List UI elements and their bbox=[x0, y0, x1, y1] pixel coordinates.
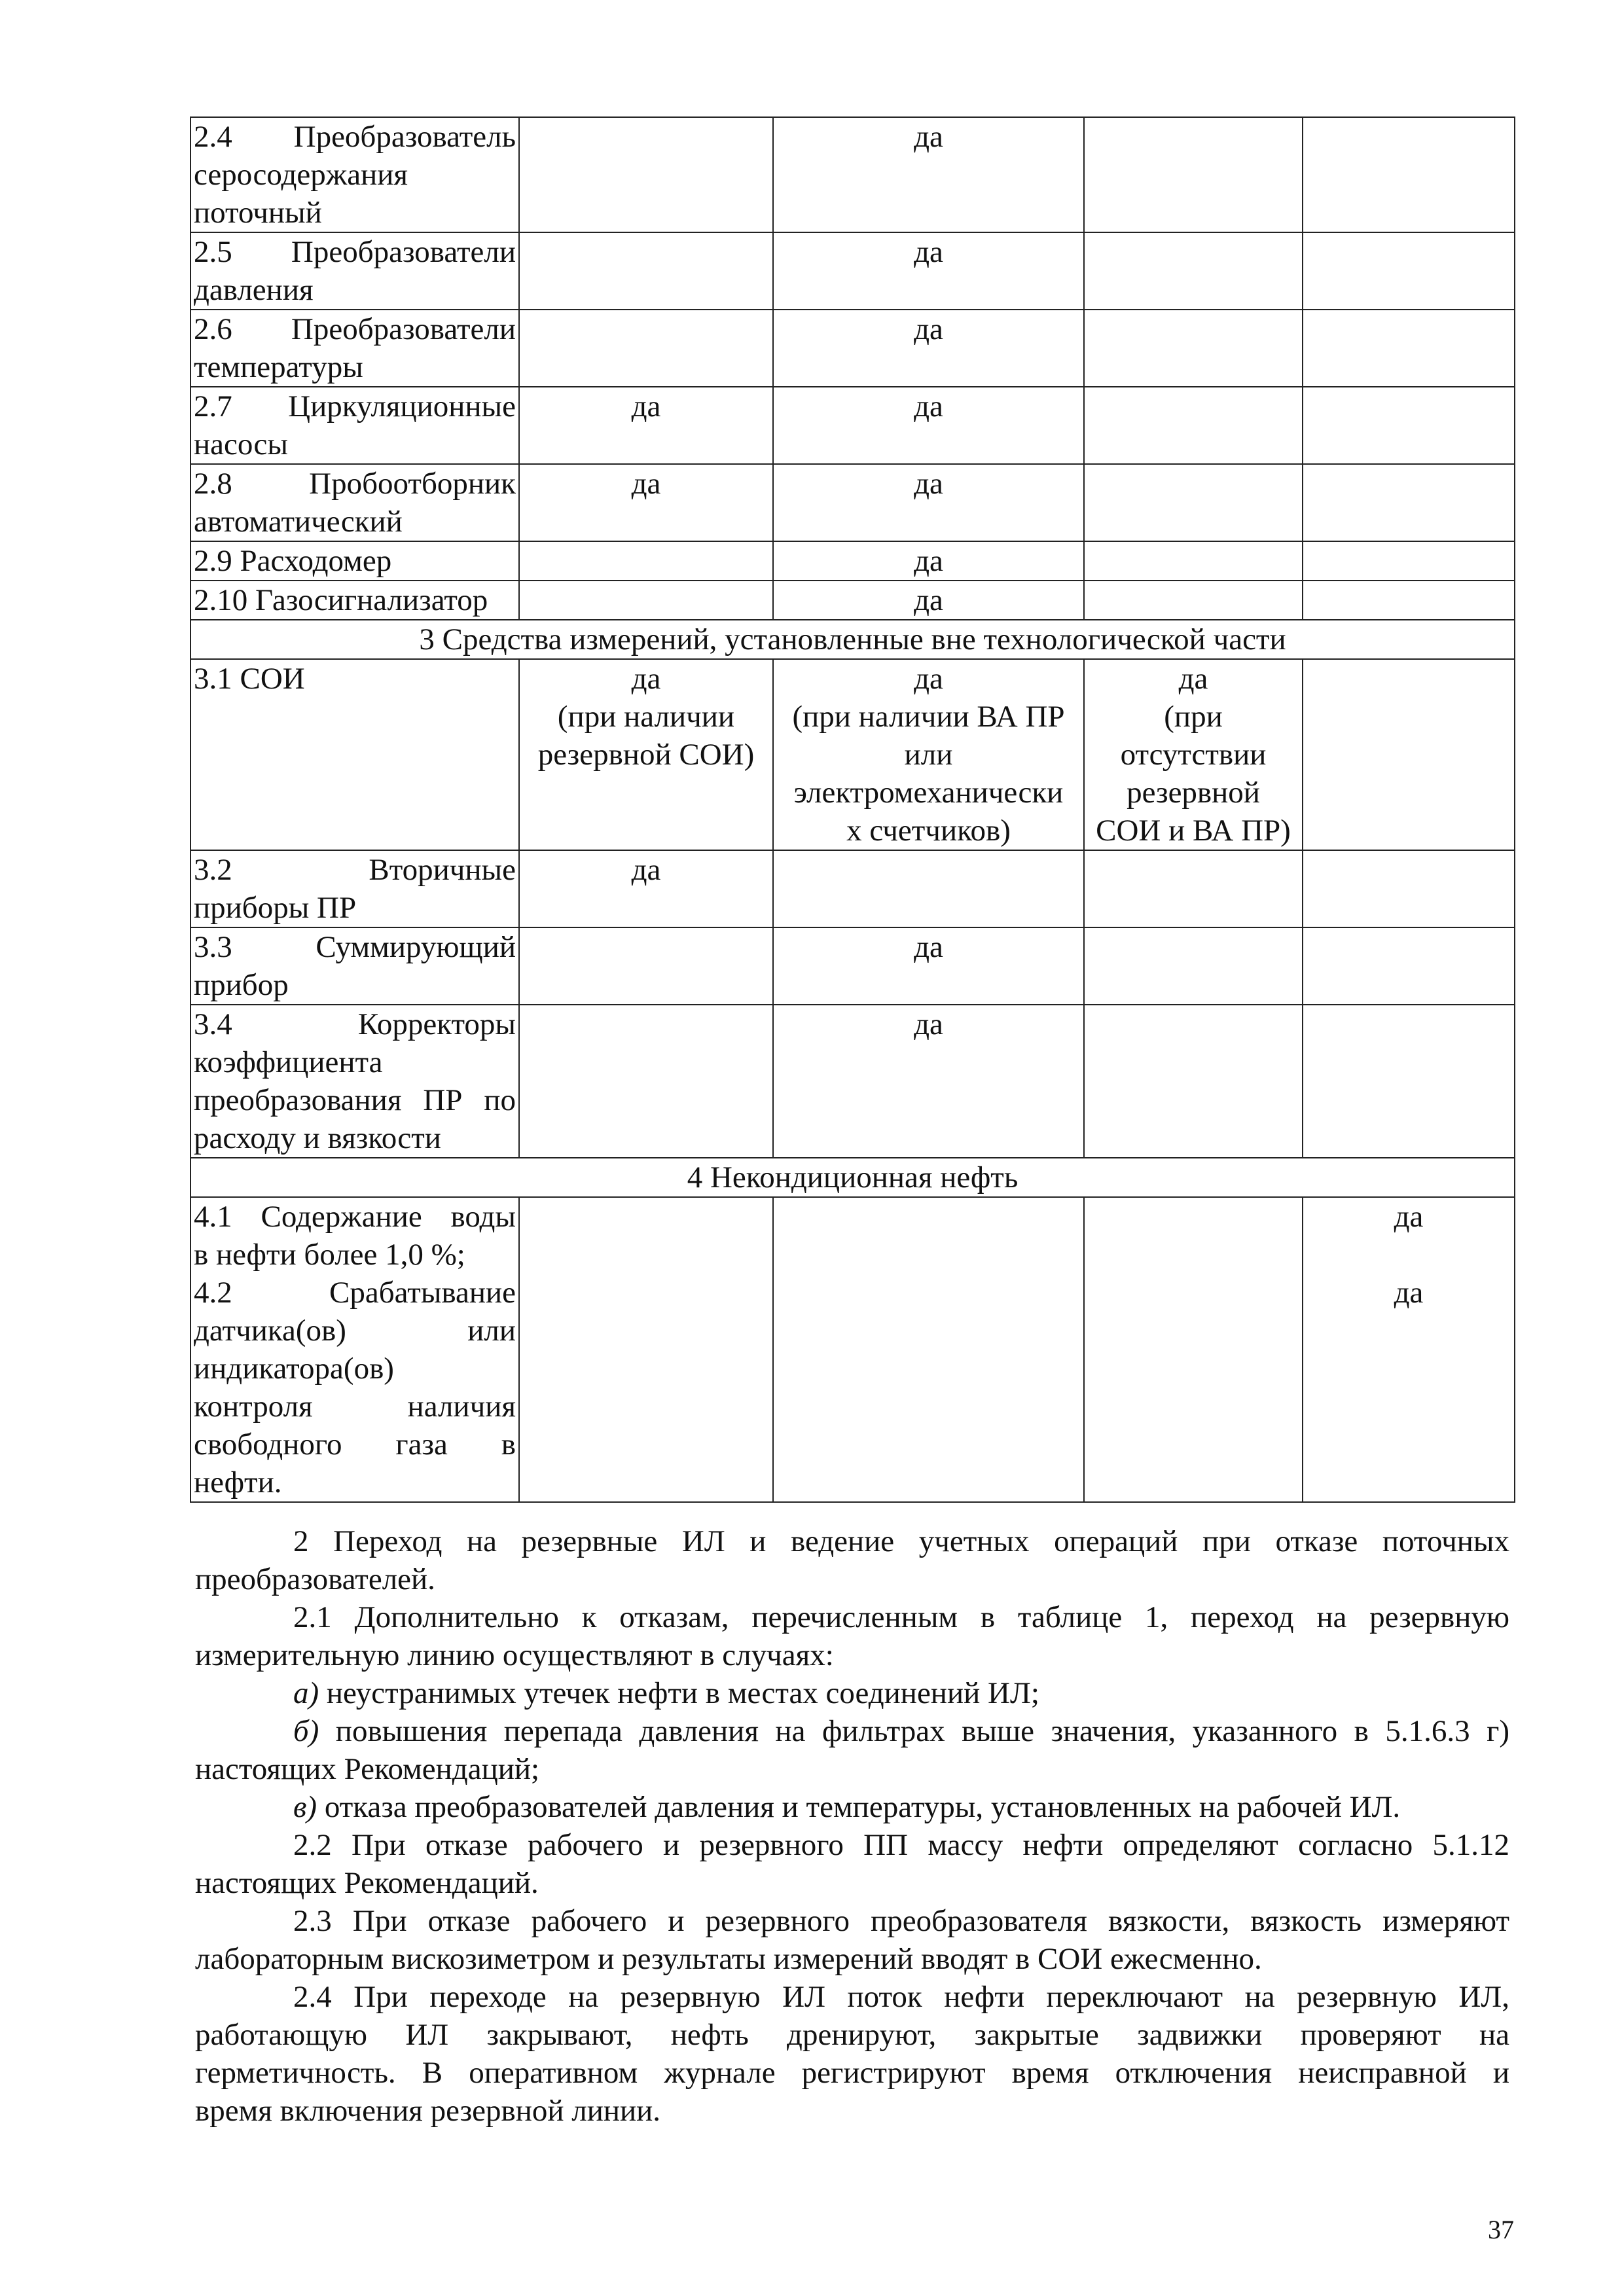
cell-line: (при наличии bbox=[557, 700, 735, 734]
row-label-line: преобразования ПР по bbox=[194, 1083, 516, 1117]
row-label-line: 2.5 Преобразователи bbox=[194, 235, 516, 269]
cell-col4 bbox=[1084, 1005, 1303, 1158]
cell-col3: да bbox=[773, 232, 1084, 310]
paragraph-2-3 bbox=[195, 1902, 1509, 1978]
cell-col5 bbox=[1303, 581, 1515, 620]
cell-col4 bbox=[1084, 387, 1303, 464]
row-label-line: насосы bbox=[194, 427, 288, 461]
cell-col3: да bbox=[773, 117, 1084, 232]
item-c bbox=[195, 1788, 1509, 1826]
table-row bbox=[190, 387, 1515, 464]
row-label-line: 2.7 Циркуляционные bbox=[194, 389, 516, 423]
cell-line bbox=[1306, 1236, 1511, 1274]
row-label-line: серосодержания bbox=[194, 158, 408, 192]
cell-line: да bbox=[914, 662, 943, 696]
cell-col3 bbox=[773, 659, 1084, 850]
cell-col5 bbox=[1303, 387, 1515, 464]
cell-col4 bbox=[1084, 117, 1303, 232]
row-label-cell bbox=[190, 1005, 519, 1158]
item-text: неустранимых утечек нефти в местах соединений ИЛ; bbox=[319, 1676, 1039, 1710]
row-label-cell bbox=[190, 927, 519, 1005]
page-number: 37 bbox=[1488, 2215, 1514, 2244]
row-label-line: поточный bbox=[194, 196, 322, 230]
cell-col2 bbox=[519, 541, 773, 581]
table-row bbox=[190, 1005, 1515, 1158]
cell-col4 bbox=[1084, 850, 1303, 927]
item-marker: в) bbox=[293, 1790, 317, 1824]
cell-line: да bbox=[1178, 662, 1208, 696]
cell-col4 bbox=[1084, 232, 1303, 310]
row-label-line: температуры bbox=[194, 350, 363, 384]
cell-line: да bbox=[1394, 1276, 1424, 1310]
paragraph-2-4 bbox=[195, 1978, 1509, 2130]
cell-line: да bbox=[631, 662, 661, 696]
table-row bbox=[190, 464, 1515, 541]
paragraph-line: лабораторным вискозиметром и результаты измерений вводят в СОИ ежесменно. bbox=[195, 1942, 1262, 1976]
row-label-line: расходу и вязкости bbox=[194, 1121, 441, 1155]
cell-line: резервной СОИ) bbox=[537, 738, 755, 772]
table-row bbox=[190, 850, 1515, 927]
paragraph-2-1 bbox=[195, 1598, 1509, 1674]
section-row bbox=[190, 1158, 1515, 1197]
cell-line: (при наличии ВА ПР bbox=[792, 700, 1065, 734]
cell-col3 bbox=[773, 850, 1084, 927]
row-label-cell: 3.1 СОИ bbox=[190, 659, 519, 850]
row-label-cell bbox=[190, 464, 519, 541]
cell-col4 bbox=[1084, 541, 1303, 581]
paragraph-2 bbox=[195, 1522, 1509, 1598]
cell-col5 bbox=[1303, 1005, 1515, 1158]
cell-col4 bbox=[1084, 310, 1303, 387]
cell-col5 bbox=[1303, 232, 1515, 310]
cell-col2 bbox=[519, 927, 773, 1005]
row-label-line: 2.8 Пробоотборник bbox=[194, 467, 516, 501]
row-label-line: давления bbox=[194, 273, 314, 307]
cell-line: резервной bbox=[1127, 776, 1260, 810]
row-label-line: 2.4 Преобразователь bbox=[194, 120, 516, 154]
row-label-cell bbox=[190, 581, 519, 620]
cell-col2: да bbox=[519, 464, 773, 541]
row-label-line: нефти. bbox=[194, 1465, 282, 1499]
row-label-cell bbox=[190, 117, 519, 232]
section-row bbox=[190, 620, 1515, 659]
row-label-cell bbox=[190, 541, 519, 581]
cell-col4 bbox=[1084, 659, 1303, 850]
paragraph-line: 2 Переход на резервные ИЛ и ведение учетных операций при отказе поточных bbox=[293, 1524, 1509, 1558]
item-marker: а) bbox=[293, 1676, 319, 1710]
row-label-line: приборы ПР bbox=[194, 891, 357, 925]
table-row bbox=[190, 541, 1515, 581]
equipment-table bbox=[190, 117, 1515, 1503]
table-row bbox=[190, 927, 1515, 1005]
cell-col2: да bbox=[519, 387, 773, 464]
table-row bbox=[190, 117, 1515, 232]
table-row bbox=[190, 659, 1515, 850]
row-label-line: 3.3 Суммирующий bbox=[194, 930, 516, 964]
cell-col3 bbox=[773, 1197, 1084, 1502]
cell-col2 bbox=[519, 1005, 773, 1158]
cell-col2 bbox=[519, 232, 773, 310]
paragraph-line: работающую ИЛ закрывают, нефть дренируют, закрытые задвижки проверяют на bbox=[195, 2018, 1509, 2052]
paragraph-line: настоящих Рекомендаций; bbox=[195, 1752, 540, 1786]
table-row bbox=[190, 232, 1515, 310]
paragraph-2-2 bbox=[195, 1826, 1509, 1902]
cell-col3: да bbox=[773, 464, 1084, 541]
row-label-line: индикатора(ов) bbox=[194, 1352, 394, 1386]
paragraph-line: преобразователей. bbox=[195, 1562, 435, 1596]
cell-col4 bbox=[1084, 927, 1303, 1005]
item-marker: б) bbox=[293, 1714, 319, 1748]
row-label-cell bbox=[190, 387, 519, 464]
paragraph-line: 2.2 При отказе рабочего и резервного ПП массу нефти определяют согласно 5.1.12 bbox=[293, 1828, 1509, 1862]
row-label-line: 4.1 Содержание воды bbox=[194, 1200, 516, 1234]
row-label-line: 4.2 Срабатывание bbox=[194, 1276, 516, 1310]
cell-col2 bbox=[519, 117, 773, 232]
row-label-line: в нефти более 1,0 %; bbox=[194, 1238, 465, 1272]
paragraph-line: измерительную линию осуществляют в случаях: bbox=[195, 1638, 834, 1672]
row-label-line: свободного газа в bbox=[194, 1427, 516, 1462]
row-label-line: датчика(ов) или bbox=[194, 1314, 516, 1348]
paragraph-line: настоящих Рекомендаций. bbox=[195, 1866, 539, 1900]
cell-col5 bbox=[1303, 1197, 1515, 1502]
cell-col2: да bbox=[519, 850, 773, 927]
row-label-cell bbox=[190, 310, 519, 387]
section-heading: 4 Некондиционная нефть bbox=[190, 1158, 1515, 1197]
row-label-line: прибор bbox=[194, 968, 289, 1002]
cell-col4 bbox=[1084, 464, 1303, 541]
row-label-line: 3.2 Вторичные bbox=[194, 853, 516, 887]
cell-col5 bbox=[1303, 927, 1515, 1005]
paragraph-line: герметичность. В оперативном журнале регистрируют время отключения неисправной и bbox=[195, 2056, 1509, 2090]
row-label-cell bbox=[190, 850, 519, 927]
cell-col3: да bbox=[773, 1005, 1084, 1158]
row-label-line: 2.6 Преобразователи bbox=[194, 312, 516, 346]
row-label-line: автоматический bbox=[194, 505, 403, 539]
paragraph-line: 2.4 При переходе на резервную ИЛ поток нефти переключают на резервную ИЛ, bbox=[293, 1980, 1509, 2014]
cell-col5 bbox=[1303, 541, 1515, 581]
cell-col2 bbox=[519, 310, 773, 387]
cell-line: х счетчиков) bbox=[846, 814, 1011, 848]
cell-col3: да bbox=[773, 310, 1084, 387]
cell-line: или bbox=[904, 738, 953, 772]
item-text: отказа преобразователей давления и температуры, установленных на рабочей ИЛ. bbox=[317, 1790, 1401, 1824]
cell-col4 bbox=[1084, 581, 1303, 620]
section-heading: 3 Средства измерений, установленные вне технологической части bbox=[190, 620, 1515, 659]
cell-col2 bbox=[519, 1197, 773, 1502]
row-label-line: контроля наличия bbox=[194, 1390, 516, 1424]
cell-col3: да bbox=[773, 927, 1084, 1005]
item-a bbox=[195, 1674, 1509, 1712]
cell-col5 bbox=[1303, 117, 1515, 232]
table-row bbox=[190, 310, 1515, 387]
cell-col3: да bbox=[773, 581, 1084, 620]
table-row bbox=[190, 581, 1515, 620]
cell-col5 bbox=[1303, 464, 1515, 541]
cell-col2 bbox=[519, 659, 773, 850]
cell-col5 bbox=[1303, 310, 1515, 387]
cell-line: СОИ и ВА ПР) bbox=[1096, 814, 1291, 848]
row-label-line: коэффициента bbox=[194, 1045, 383, 1079]
cell-col3: да bbox=[773, 541, 1084, 581]
row-label-cell bbox=[190, 1197, 519, 1502]
cell-col2 bbox=[519, 581, 773, 620]
row-label-cell bbox=[190, 232, 519, 310]
row-label-line: 2.9 Расходомер bbox=[194, 544, 392, 578]
paragraph-line: 2.3 При отказе рабочего и резервного преобразователя вязкости, вязкость измеряют bbox=[293, 1904, 1509, 1938]
cell-line: отсутствии bbox=[1120, 738, 1267, 772]
item-b bbox=[195, 1712, 1509, 1788]
row-label-line: 3.4 Корректоры bbox=[194, 1007, 516, 1041]
table-row bbox=[190, 1197, 1515, 1502]
cell-line: электромеханически bbox=[793, 776, 1064, 810]
cell-col5 bbox=[1303, 850, 1515, 927]
cell-line: да bbox=[1394, 1200, 1424, 1234]
cell-col3: да bbox=[773, 387, 1084, 464]
paragraph-line: время включения резервной линии. bbox=[195, 2094, 661, 2128]
item-text: повышения перепада давления на фильтрах выше значения, указанного в 5.1.6.3 г) bbox=[319, 1714, 1509, 1748]
cell-col4 bbox=[1084, 1197, 1303, 1502]
cell-line: (при bbox=[1164, 700, 1223, 734]
row-label-line: 2.10 Газосигнализатор bbox=[194, 583, 488, 617]
paragraph-line: 2.1 Дополнительно к отказам, перечисленным в таблице 1, переход на резервную bbox=[293, 1600, 1509, 1634]
cell-col5 bbox=[1303, 659, 1515, 850]
